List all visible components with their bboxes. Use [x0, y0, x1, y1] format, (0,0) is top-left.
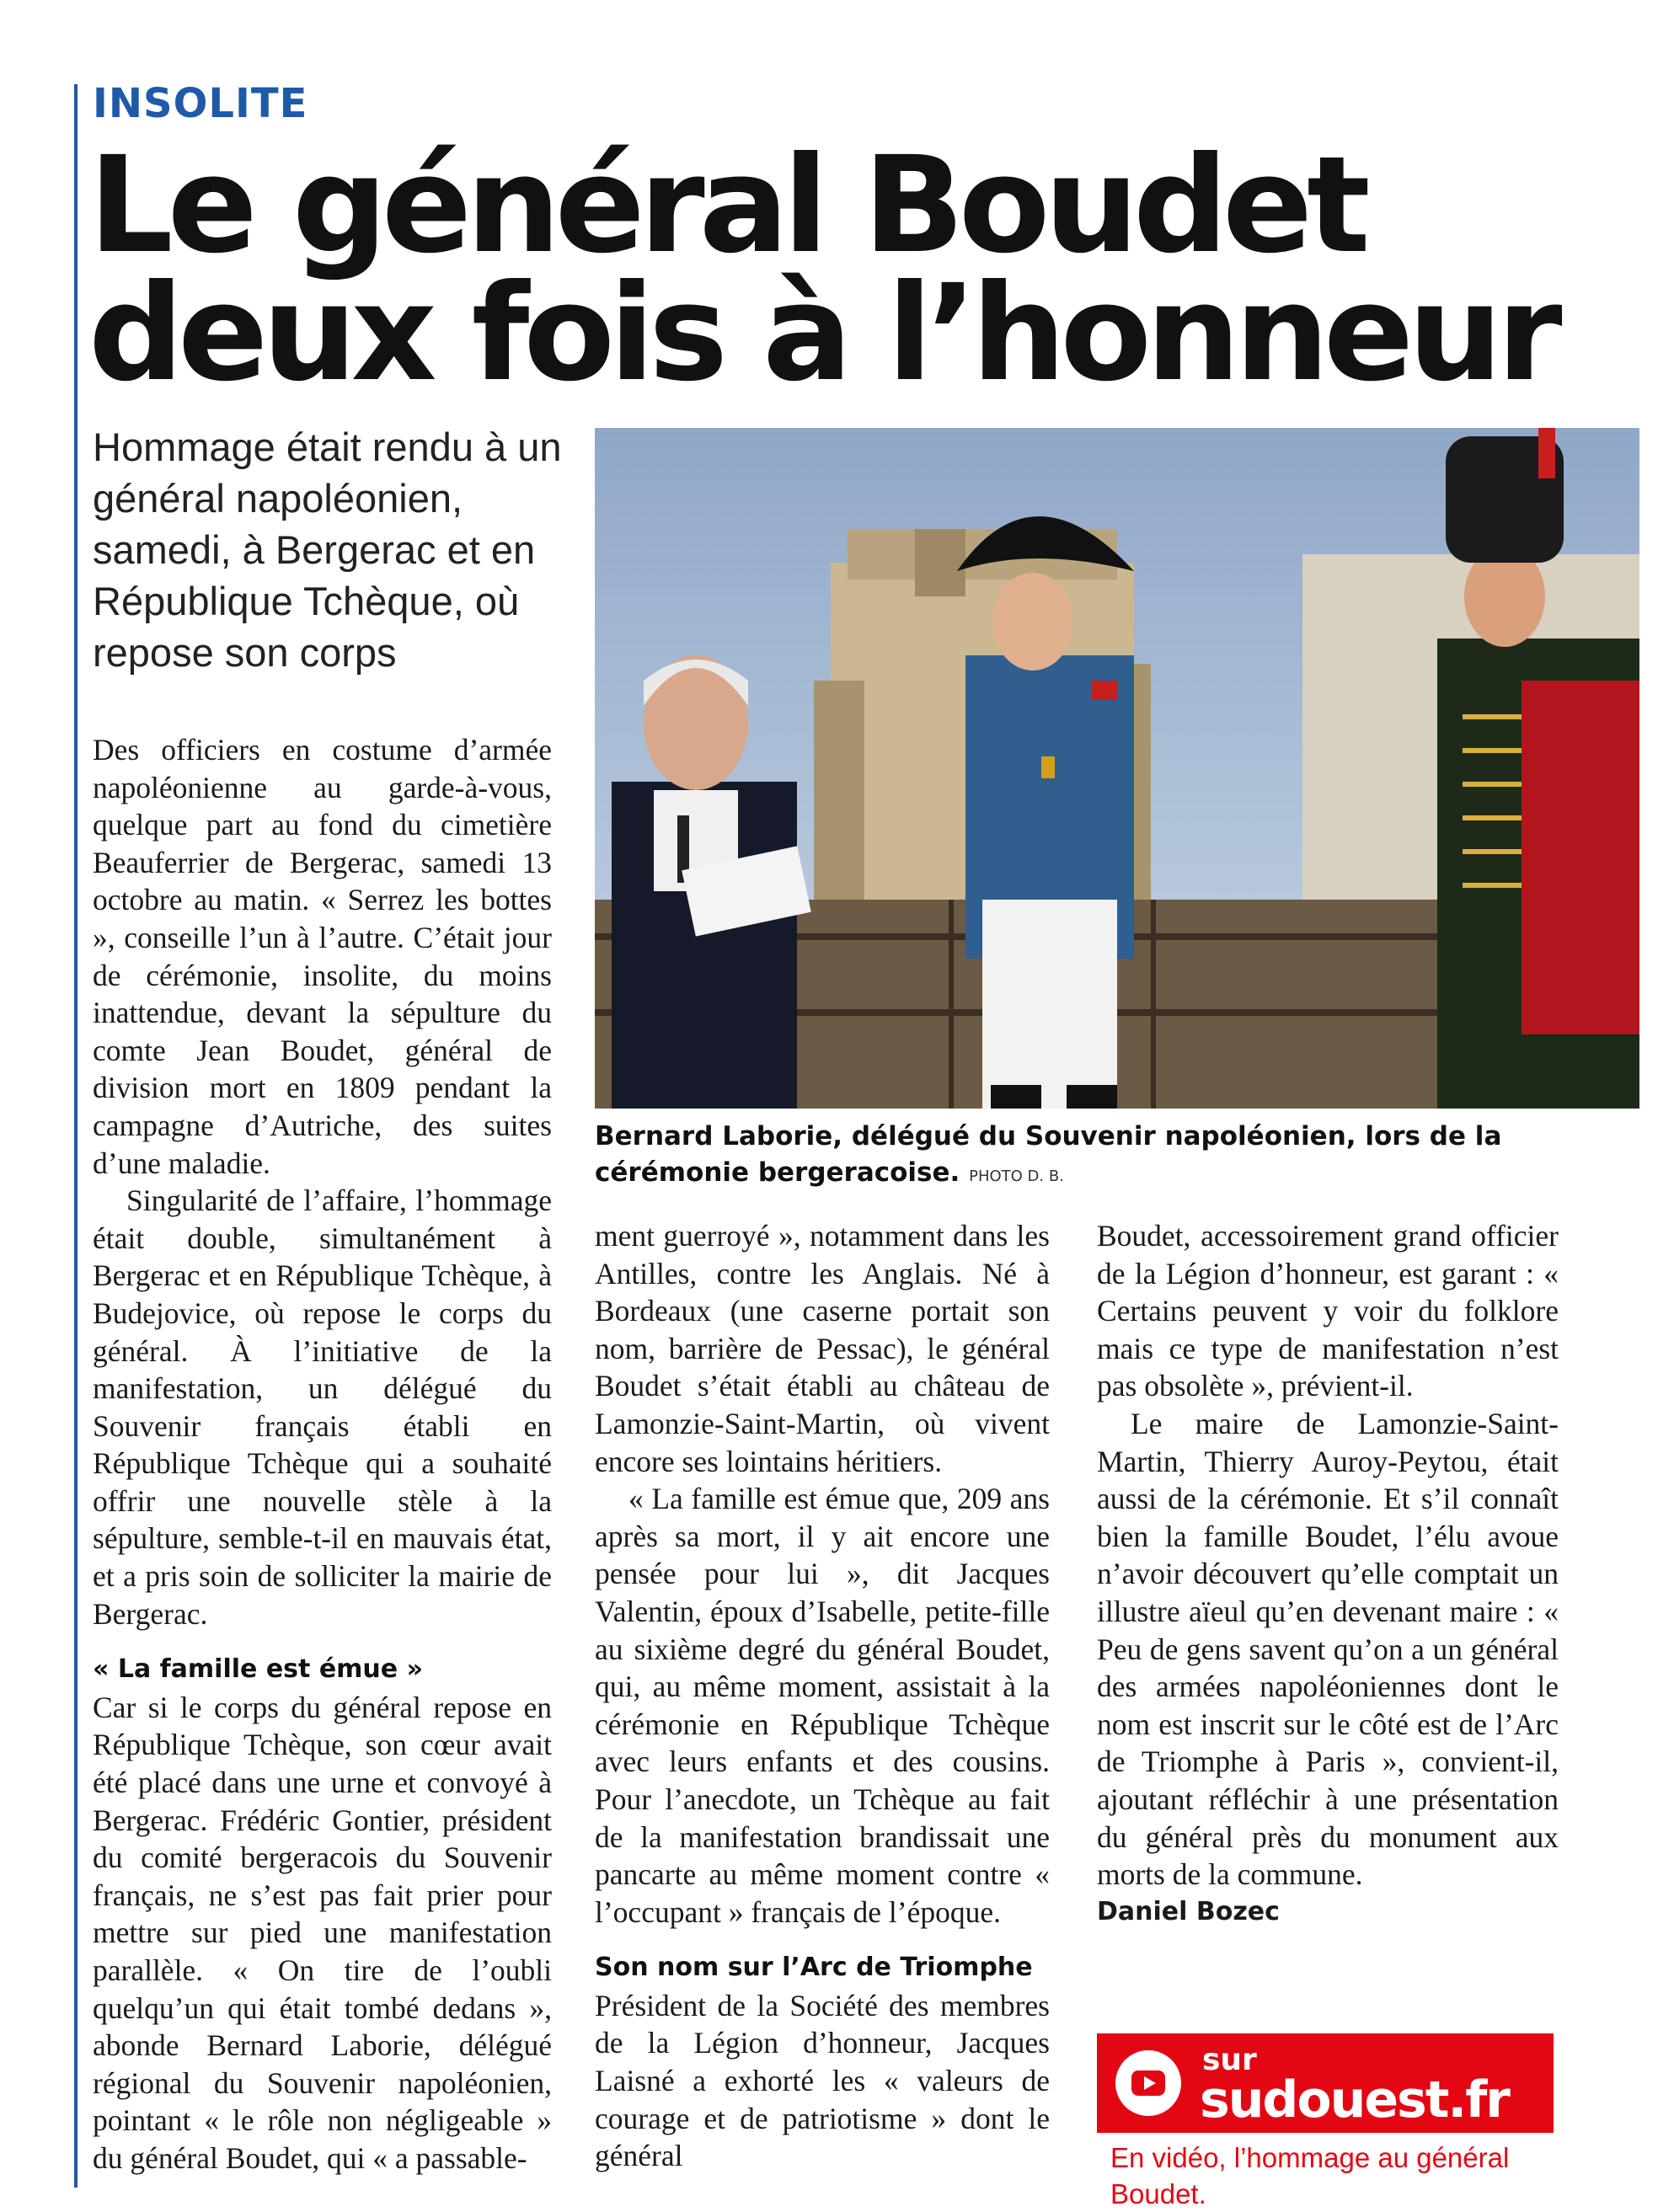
paragraph: « La famille est émue que, 209 ans après sa mort, il y ait encore une pensée pour lui », dit Jacques Valentin, époux d’Isabelle, petite-fille au sixième degré du général Boudet, qui, au même moment, assistait à la cérémonie en République Tchèque avec leurs enfants et des cousins. Pour l’anecdote, un Tchèque au fait de la manifestation brandissait une pancarte au même moment contre « l’occupant » français de l’époque.	[595, 1482, 1050, 1929]
spacer	[93, 1632, 552, 1651]
photo-credit: PHOTO D. B.	[969, 1167, 1064, 1185]
paragraph: Car si le corps du général repose en République Tchèque, son cœur avait été placé dans une urne et convoyé à Bergerac. Frédéric Gontier, président du comité bergeracois du Souvenir français, ne s’est pas fait prier pour mettre sur pied une manifestation parallèle. « On tire de l’oubli quelqu’un qui était tombé dedans », abonde Bernard Laborie, délégué régional du Souvenir napoléonien, pointant « le rôle non négligeable » du général Boudet, qui « a passable-	[93, 1690, 552, 2175]
kicker: INSOLITE	[93, 80, 308, 127]
body-column-3	[1097, 1217, 1559, 1931]
promo-label: sur	[1202, 2043, 1257, 2077]
paragraph: ment guerroyé », notamment dans les Antilles, contre les Anglais. Né à Bordeaux (une caserne portait son nom, barrière de Pessac), le général Boudet s’était établi au château de Lamonzie-Saint-Martin, où vivent encore ses lointains héritiers.	[595, 1219, 1050, 1478]
paragraph: Boudet, accessoirement grand officier de la Légion d’honneur, est garant : « Certains peuvent y voir du folklore mais ce type de manifestation n’est pas obsolète », prévient-il.	[1097, 1219, 1559, 1403]
caption-text: Bernard Laborie, délégué du Souvenir napoléonien, lors de la cérémonie bergeracoise.	[595, 1121, 1502, 1188]
subheading: « La famille est émue »	[93, 1654, 423, 1685]
kicker-rule	[74, 84, 78, 2188]
spacer	[595, 1931, 1050, 1949]
ceremony-photo-illustration	[595, 428, 1639, 1109]
subheading: Son nom sur l’Arc de Triomphe	[595, 1953, 1033, 1983]
paragraph: Singularité de l’affaire, l’hommage était double, simultanément à Bergerac et en République Tchèque, à Budejovice, où repose le corps du général. À l’initiative de la manifestation, un délégué du Souvenir français établi en République Tchèque qui a souhaité offrir une nouvelle stèle à la sépulture, semble-t-il en mauvais état, et a pris soin de solliciter la mairie de Bergerac.	[93, 1183, 552, 1631]
photo-caption	[595, 1119, 1639, 1194]
author-signature: Daniel Bozec	[1097, 1896, 1280, 1926]
promo-site-link[interactable]: sudouest.fr	[1200, 2070, 1509, 2129]
headline: Le général Boudet deux fois à l’honneur	[88, 128, 1557, 411]
paragraph: Président de la Société des membres de la Légion d’honneur, Jacques Laisné a exhorté les « valeurs de courage et de patriotisme » dont le général	[595, 1988, 1050, 2173]
paragraph: Le maire de Lamonzie-Saint-Martin, Thierry Auroy-Peytou, était aussi de la cérémonie. Et s’il connaît bien la famille Boudet, l’élu avoue n’avoir découvert qu’elle comptait un illustre aïeul qu’en devenant maire : « Peu de gens savent qu’on a un général des armées napoléoniennes dont le nom est inscrit sur le côté est de l’Arc de Triomphe à Paris », convient-il, ajoutant réfléchir à une présentation du général près du monument aux morts de la commune.	[1097, 1406, 1559, 1892]
video-promo-banner[interactable]	[1097, 2033, 1554, 2133]
paragraph: Des officiers en costume d’armée napoléonienne au garde-à-vous, quelque part au fond du cimetière Beauferrier de Bergerac, samedi 13 octobre au matin. « Serrez les bottes », conseille l’un à l’autre. C’était jour de cérémonie, insolite, du moins inattendue, devant la sépulture du comte Jean Boudet, général de division mort en 1809 pendant la campagne d’Autriche, des suites d’une maladie.	[93, 733, 552, 1180]
article-photo	[595, 428, 1639, 1109]
body-column-1	[93, 731, 552, 2177]
body-column-2	[595, 1217, 1050, 2175]
play-icon[interactable]	[1115, 2050, 1181, 2116]
promo-text[interactable]: En vidéo, l’hommage au général Boudet.	[1110, 2142, 1510, 2209]
standfirst: Hommage était rendu à un général napoléonien, samedi, à Bergerac et en République Tchèque, où repose son corps	[93, 425, 562, 675]
